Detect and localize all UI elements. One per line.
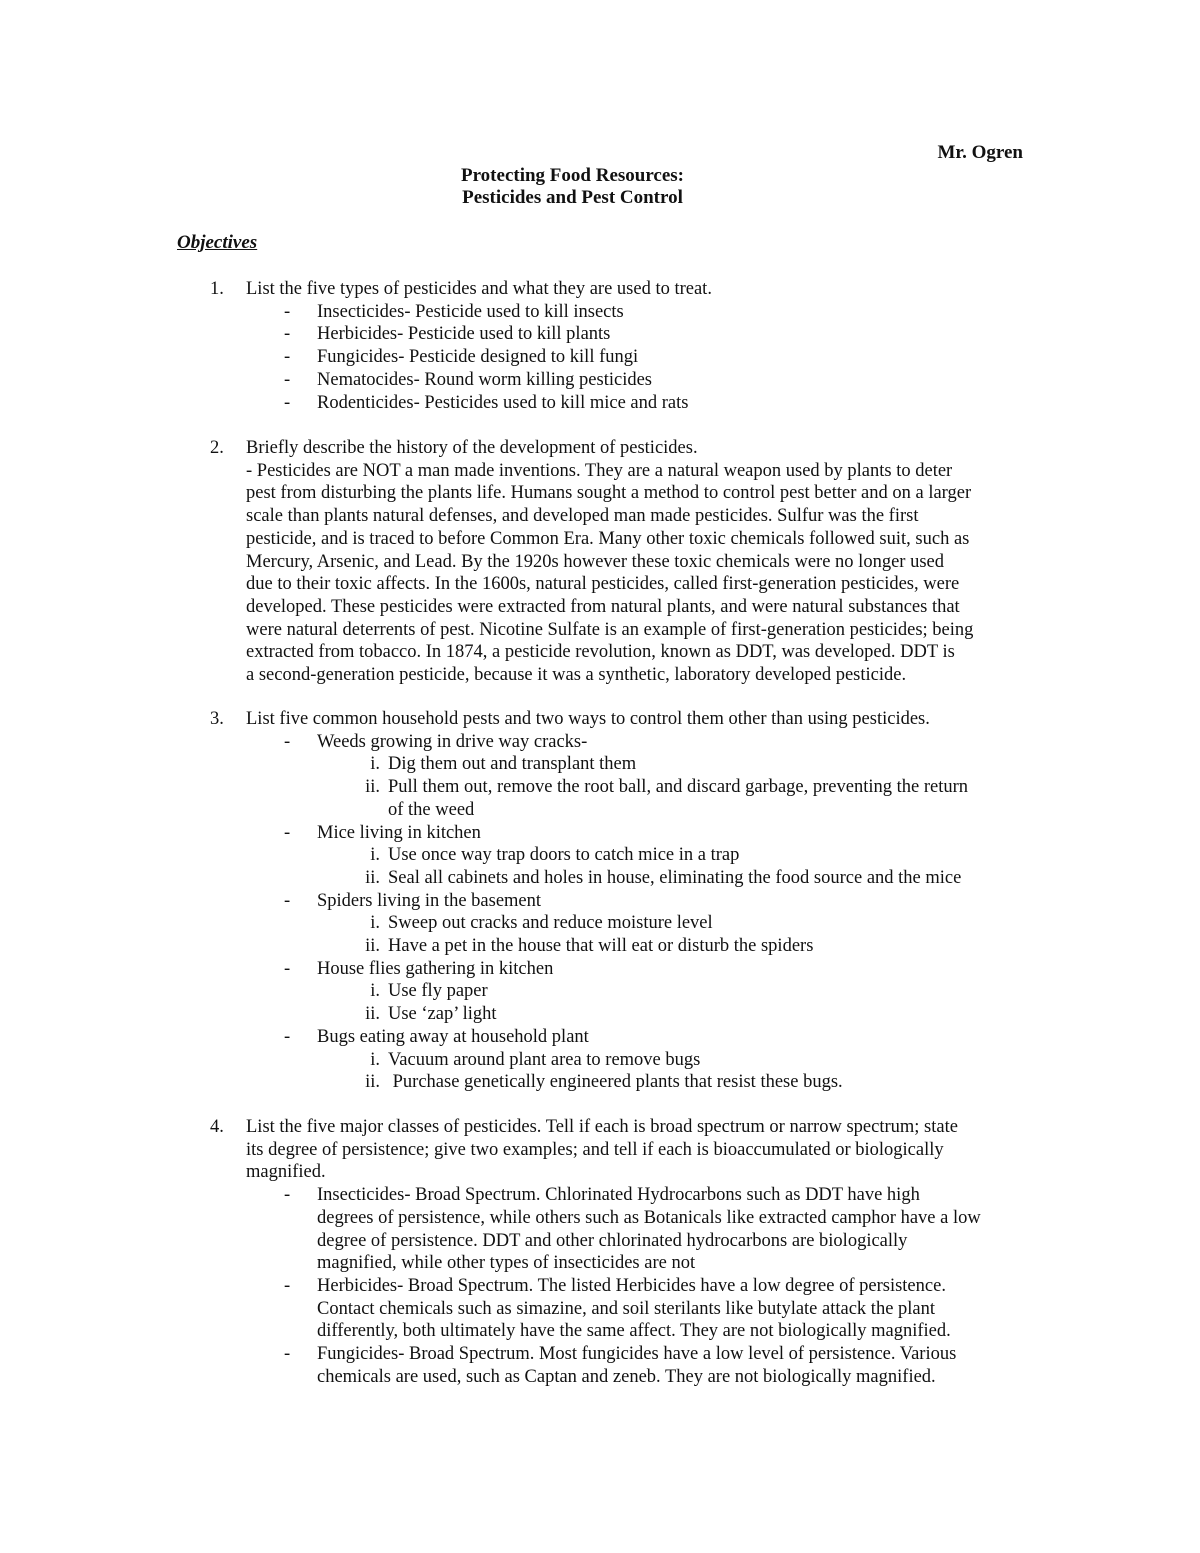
method-text: Sweep out cracks and reduce moisture level [388, 913, 713, 934]
answer-line: extracted from tobacco. In 1874, a pesticide revolution, known as DDT, was developed. DDT is [246, 642, 955, 663]
dash-bullet: - [284, 731, 291, 752]
pest-item [282, 1026, 1030, 1049]
method-text: Pull them out, remove the root ball, and discard garbage, preventing the return [388, 777, 969, 798]
dash-bullet: - [284, 1026, 291, 1047]
control-method [353, 867, 1030, 890]
answer-line: a second-generation pesticide, because it was a synthetic, laboratory developed pesticide. [246, 665, 907, 686]
item-line: Contact chemicals such as simazine, and soil sterilants like butylate attack the plant [317, 1298, 936, 1319]
list-item-text: Insecticides- Pesticide used to kill insects [317, 301, 624, 322]
control-method [353, 776, 1030, 799]
item-line: magnified, while other types of insecticides are not [317, 1253, 696, 1274]
roman-numeral: ii. [365, 1004, 380, 1025]
control-method [353, 844, 1030, 867]
item-line: Insecticides- Broad Spectrum. Chlorinated Hydrocarbons such as DDT have high [317, 1185, 920, 1206]
document-title-line-1: Protecting Food Resources: [460, 165, 685, 186]
method-text: Have a pet in the house that will eat or disturb the spiders [388, 936, 814, 957]
pest-item [282, 731, 1030, 754]
objectives-heading: Objectives [177, 232, 258, 253]
roman-numeral: ii. [365, 867, 380, 888]
control-method [353, 912, 1030, 935]
dash-bullet: - [284, 822, 291, 843]
question-number: 3. [210, 709, 224, 729]
control-method [353, 1049, 1030, 1072]
method-text: Use once way trap doors to catch mice in a trap [388, 845, 740, 866]
method-text: Purchase genetically engineered plants that resist these bugs. [388, 1072, 843, 1093]
dash-bullet: - [284, 1185, 291, 1206]
pest-name: Weeds growing in drive way cracks- [317, 731, 588, 752]
item-line: chemicals are used, such as Captan and zeneb. They are not biologically magnified. [317, 1366, 936, 1387]
list-item [282, 323, 1030, 346]
control-method [353, 753, 1030, 776]
list-item-text: Nematocides- Round worm killing pesticides [317, 369, 652, 390]
control-method [353, 980, 1030, 1003]
question-stem: its degree of persistence; give two examples; and tell if each is bioaccumulated or biologically [246, 1139, 944, 1160]
question-stem: List the five types of pesticides and what they are used to treat. [246, 279, 712, 299]
author-name: Mr. Ogren [937, 142, 1023, 163]
list-item-text: Fungicides- Pesticide designed to kill fungi [317, 347, 639, 368]
pesticide-class-item [282, 1275, 1030, 1343]
document-title-line-2: Pesticides and Pest Control [462, 187, 683, 208]
question-number: 1. [210, 279, 224, 299]
pesticide-class-item [282, 1184, 1030, 1275]
answer-line: were natural deterrents of pest. Nicotine Sulfate is an example of first-generation pesticides; being [246, 619, 974, 640]
roman-numeral: i. [370, 1049, 380, 1070]
roman-numeral: ii. [365, 936, 380, 957]
dash-bullet: - [284, 369, 291, 390]
question-2 [210, 437, 1030, 687]
dash-bullet: - [284, 958, 291, 979]
answer-line: Mercury, Arsenic, and Lead. By the 1920s however these toxic chemicals were no longer used [246, 551, 944, 572]
pesticide-class-item [282, 1343, 1030, 1388]
roman-numeral: ii. [365, 1072, 380, 1093]
control-method [353, 1003, 1030, 1026]
dash-bullet: - [284, 1275, 291, 1296]
question-1 [210, 278, 1030, 414]
question-stem: List five common household pests and two ways to control them other than using pesticides. [246, 709, 930, 729]
answer-line: scale than plants natural defenses, and developed man made pesticides. Sulfur was the first [246, 506, 919, 527]
method-text: Use ‘zap’ light [388, 1004, 497, 1025]
item-line: Fungicides- Broad Spectrum. Most fungicides have a low level of persistence. Various [317, 1344, 957, 1365]
item-line: degree of persistence. DDT and other chlorinated hydrocarbons are biologically [317, 1230, 908, 1251]
dash-bullet: - [284, 324, 291, 345]
list-item [282, 301, 1030, 324]
pest-name: Spiders living in the basement [317, 890, 542, 911]
answer-line: developed. These pesticides were extracted from natural plants, and were natural substances that [246, 596, 960, 617]
method-text: of the weed [388, 799, 475, 820]
dash-bullet: - [284, 1344, 291, 1365]
answer-line: due to their toxic affects. In the 1600s, natural pesticides, called first-generation pesticides, were [246, 574, 960, 595]
list-item [282, 392, 1030, 415]
dash-bullet: - [284, 347, 291, 368]
item-line: Herbicides- Broad Spectrum. The listed Herbicides have a low degree of persistence. [317, 1275, 946, 1296]
roman-numeral: i. [370, 913, 380, 934]
dash-bullet: - [284, 890, 291, 911]
pest-name: House flies gathering in kitchen [317, 958, 554, 979]
pest-name: Bugs eating away at household plant [317, 1026, 589, 1047]
question-number: 2. [210, 438, 224, 458]
method-text: Seal all cabinets and holes in house, eliminating the food source and the mice [388, 867, 962, 888]
list-item [282, 369, 1030, 392]
pest-name: Mice living in kitchen [317, 822, 481, 843]
list-item-text: Rodenticides- Pesticides used to kill mice and rats [317, 392, 689, 413]
pest-item [282, 822, 1030, 845]
roman-numeral: i. [370, 981, 380, 1002]
question-stem: magnified. [246, 1162, 326, 1183]
dash-bullet: - [284, 301, 291, 322]
roman-numeral: ii. [365, 777, 380, 798]
dash-bullet: - [284, 392, 291, 413]
question-4 [210, 1116, 1030, 1388]
control-method-continued [353, 799, 1030, 822]
control-method [353, 1071, 1030, 1094]
question-stem: Briefly describe the history of the development of pesticides. [246, 438, 698, 458]
answer-line: pesticide, and is traced to before Common Era. Many other toxic chemicals followed suit, such as [246, 528, 970, 549]
roman-numeral: i. [370, 845, 380, 866]
method-text: Dig them out and transplant them [388, 754, 637, 775]
roman-numeral: i. [370, 754, 380, 775]
method-text: Vacuum around plant area to remove bugs [388, 1049, 701, 1070]
answer-line: pest from disturbing the plants life. Humans sought a method to control pest better and on a larger [246, 483, 972, 504]
pest-item [282, 958, 1030, 981]
question-stem: List the five major classes of pesticides. Tell if each is broad spectrum or narrow spectrum; state [246, 1117, 958, 1137]
pest-item [282, 890, 1030, 913]
question-3 [210, 708, 1030, 1094]
list-item [282, 346, 1030, 369]
list-item-text: Herbicides- Pesticide used to kill plants [317, 324, 611, 345]
method-text: Use fly paper [388, 981, 488, 1002]
item-line: degrees of persistence, while others such as Botanicals like extracted camphor have a low [317, 1207, 981, 1228]
answer-line: - Pesticides are NOT a man made inventions. They are a natural weapon used by plants to deter [246, 460, 953, 481]
question-number: 4. [210, 1117, 224, 1137]
item-line: differently, both ultimately have the same affect. They are not biologically magnified. [317, 1321, 951, 1342]
control-method [353, 935, 1030, 958]
